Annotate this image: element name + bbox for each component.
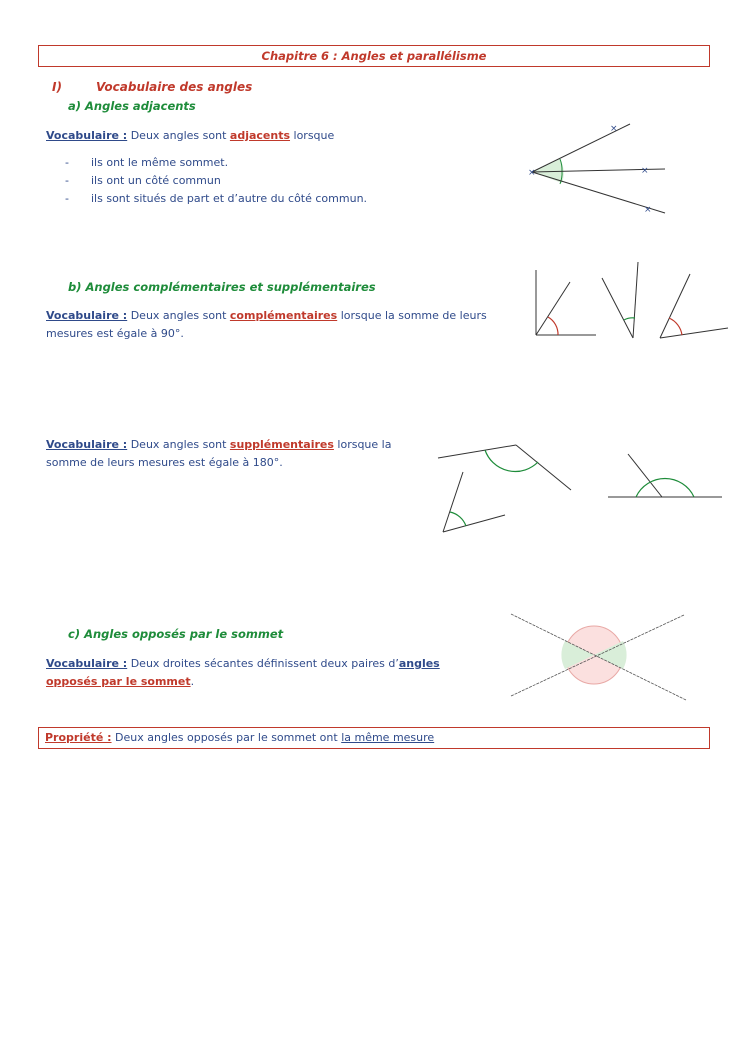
keyword-la-meme-mesure: la même mesure (341, 731, 435, 744)
svg-text:×: × (610, 124, 618, 134)
supplementary-definition (46, 436, 406, 472)
svg-text:×: × (641, 166, 649, 176)
section-heading: Vocabulaire des angles (96, 80, 253, 94)
adjacent-definition (46, 127, 496, 145)
definition-text: Deux angles sont (127, 438, 230, 451)
list-item: - ils ont le même sommet. (45, 154, 495, 172)
definition-text: Deux droites sécantes définissent deux paires d’ (127, 657, 399, 670)
list-item: - ils ont un côté commun (45, 172, 495, 190)
keyword-complementaires: complémentaires (229, 309, 338, 322)
subsection-b-heading: b) Angles complémentaires et supplémentaires (68, 280, 376, 294)
vocab-label: Vocabulaire : (46, 309, 128, 322)
svg-text:×: × (528, 168, 536, 178)
definition-text: . (190, 675, 195, 688)
property-label: Propriété : (45, 731, 112, 744)
adjacent-conditions-list (45, 154, 495, 208)
definition-text: Deux angles sont (127, 129, 230, 142)
keyword-angles: angles (398, 657, 440, 670)
vocab-label: Vocabulaire : (46, 657, 128, 670)
keyword-supplementaires: supplémentaires (229, 438, 334, 451)
section-number: I) (52, 80, 62, 94)
supplementary-angles-figure (438, 440, 728, 540)
list-item: - ils sont situés de part et d’autre du côté commun. (45, 190, 495, 208)
complementary-angles-figure (530, 260, 730, 345)
svg-text:×: × (644, 205, 652, 215)
keyword-adjacents: adjacents (229, 129, 291, 142)
property-text: Deux angles opposés par le sommet ont (111, 731, 342, 744)
vocab-label: Vocabulaire : (46, 129, 128, 142)
vocab-label: Vocabulaire : (46, 438, 128, 451)
subsection-c-heading: c) Angles opposés par le sommet (68, 627, 284, 641)
opposite-angles-definition (46, 655, 466, 691)
opposite-angles-figure (508, 610, 688, 700)
chapter-title: Chapitre 6 : Angles et parallélisme (38, 45, 710, 67)
definition-text: lorsque (290, 129, 335, 142)
keyword-opposes-par-le-sommet: opposés par le sommet (46, 675, 191, 688)
definition-text: lorsque la somme de leurs mesures est égale à 90°. (46, 309, 487, 340)
definition-text: lorsque la somme de leurs mesures est égale à 180°. (46, 438, 392, 469)
adjacent-angles-figure (520, 115, 670, 220)
property-box (38, 727, 710, 749)
complementary-definition (46, 307, 496, 343)
definition-text: Deux angles sont (127, 309, 230, 322)
subsection-a-heading: a) Angles adjacents (68, 99, 196, 113)
